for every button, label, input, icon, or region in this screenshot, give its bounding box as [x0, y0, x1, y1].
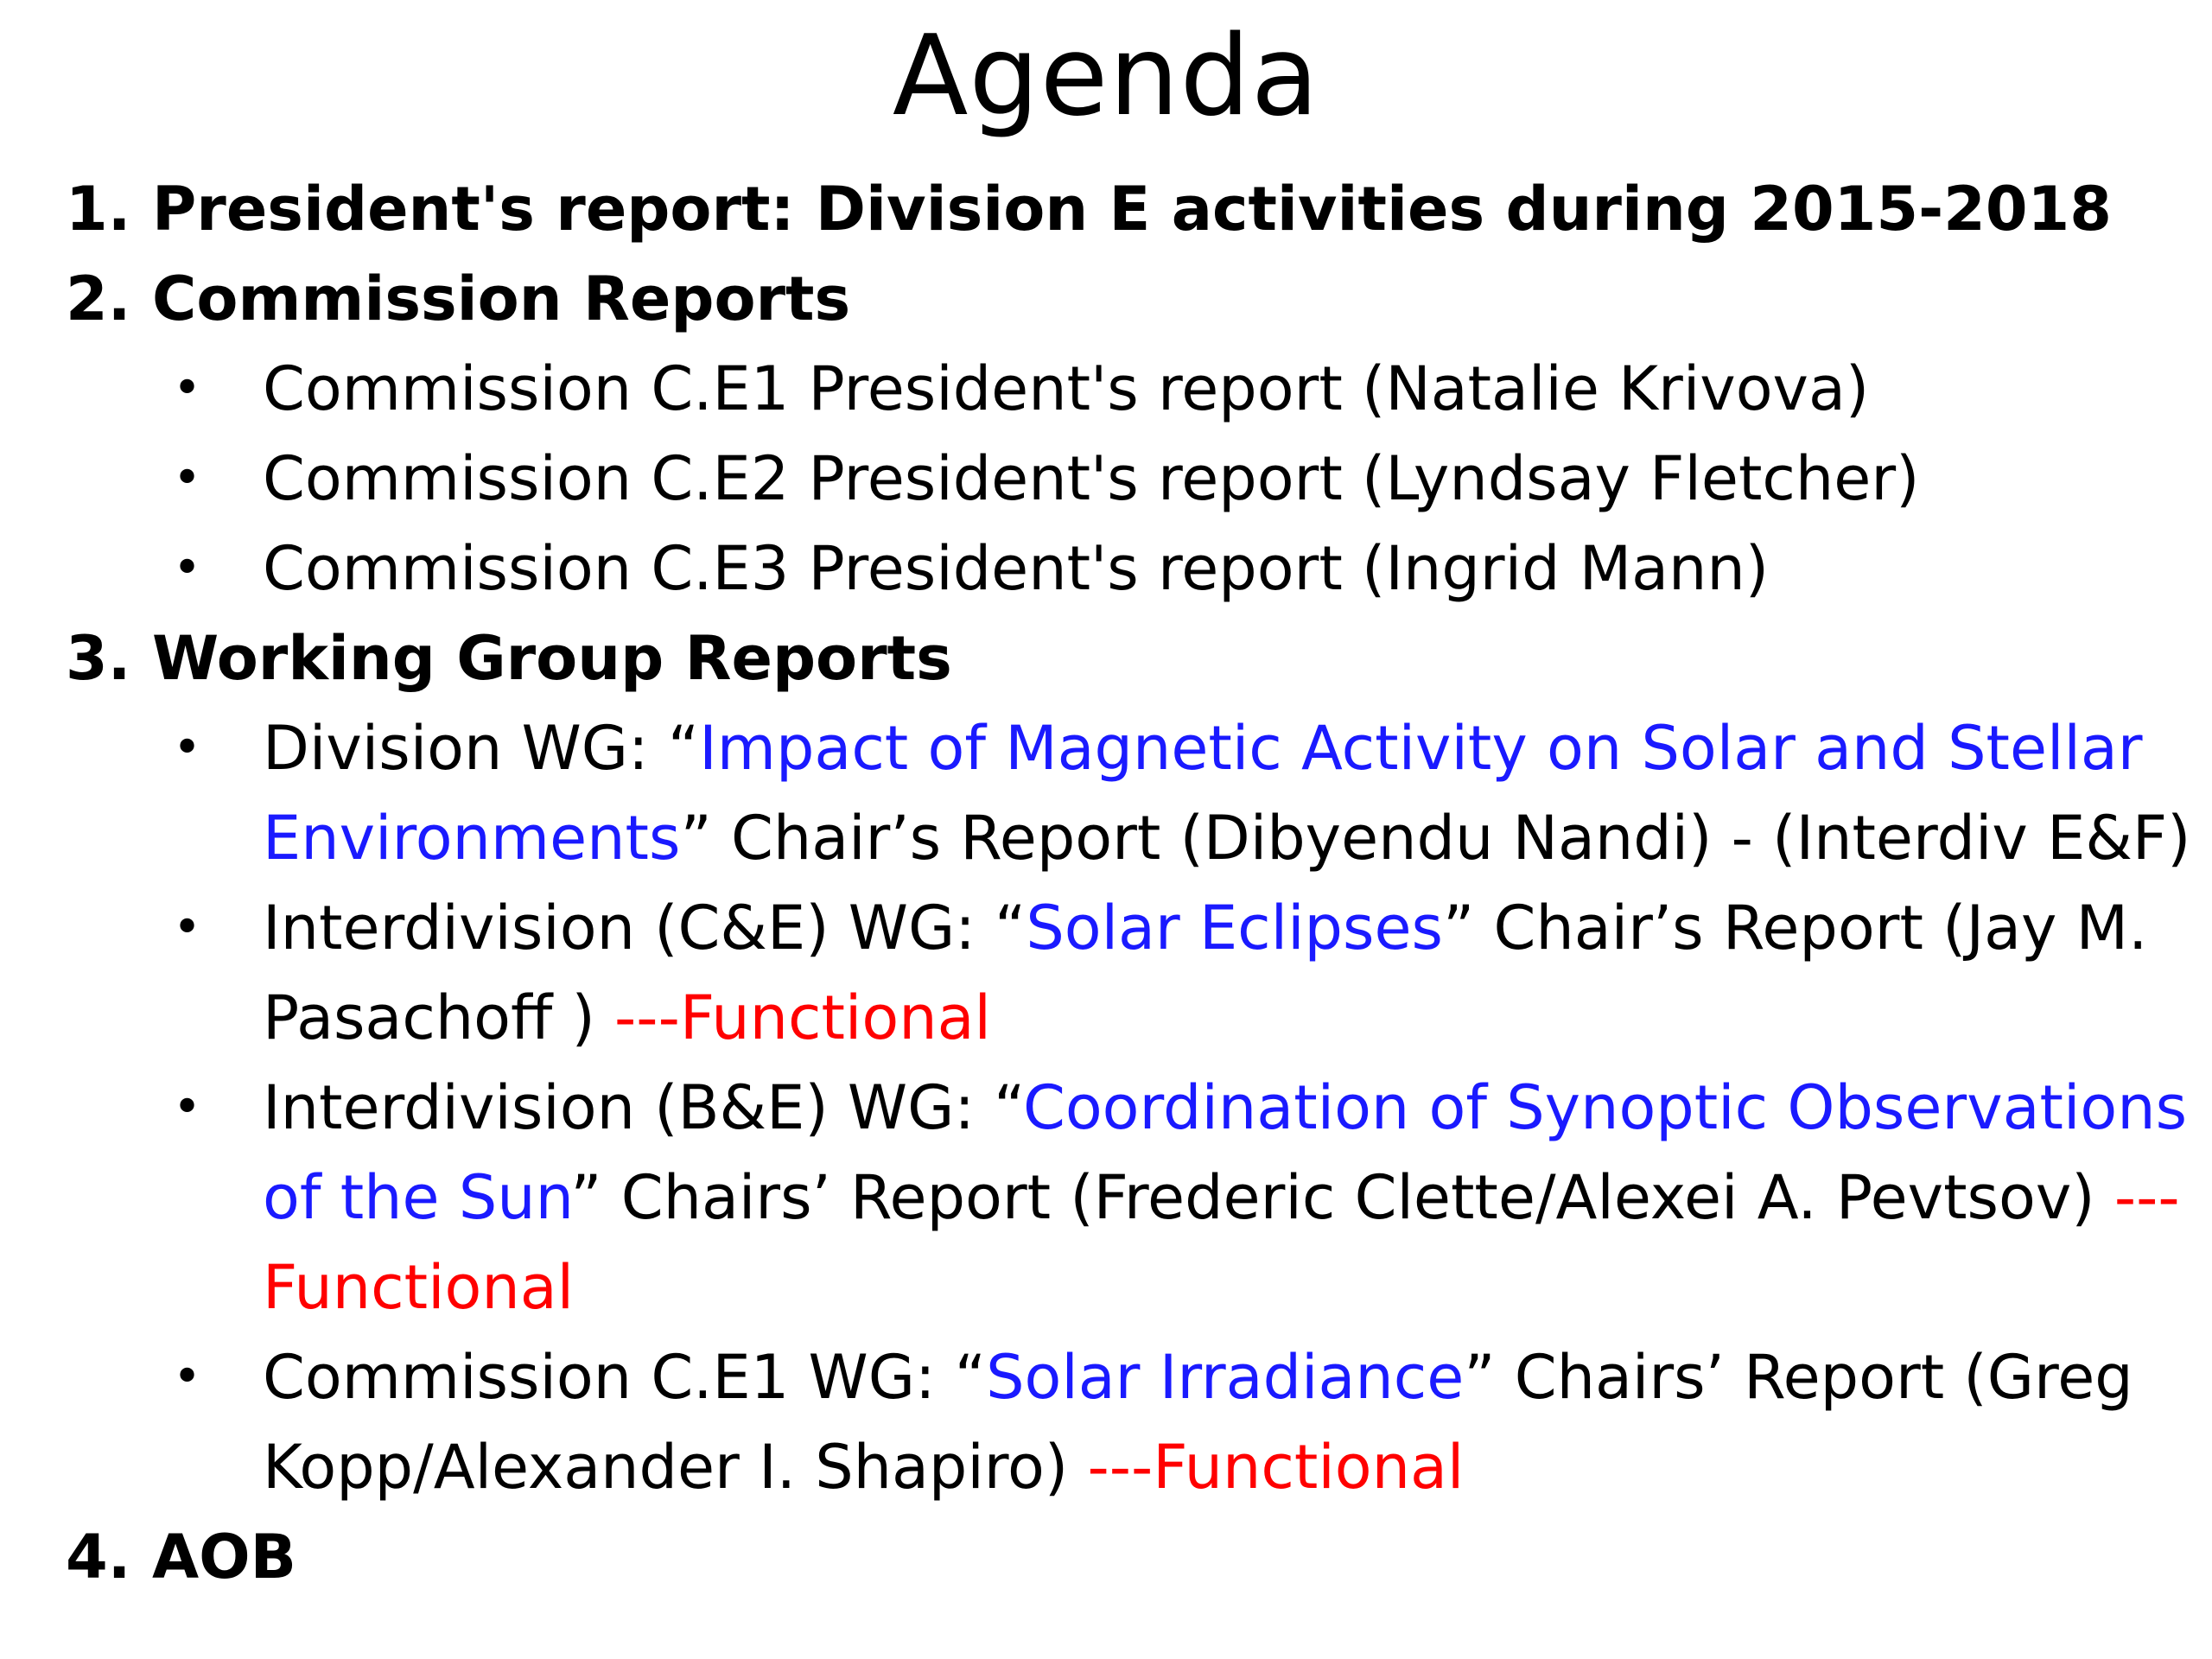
status-functional: ---Functional — [614, 982, 991, 1053]
wg-suffix: ” Chair’s Report (Dibyendu Nandi) - (Interdiv E&F) — [680, 803, 2191, 874]
wg-suffix: ” Chair’s Report (Jay M. Pasachoff ) — [263, 893, 2148, 1053]
agenda-list — [66, 164, 2191, 1602]
bullet-icon: • — [173, 720, 202, 776]
bullet-icon: • — [173, 899, 202, 956]
sub-item-text: Commission C.E3 President's report (Ingrid Mann) — [263, 533, 1770, 604]
agenda-item-text: Commission Reports — [152, 264, 851, 334]
wg-title-link[interactable]: Impact of Magnetic Activity on Solar and Stellar Environments — [263, 713, 2143, 874]
agenda-item-number: 1. — [66, 174, 131, 245]
agenda-item-text: Working Group Reports — [152, 623, 952, 694]
wg-prefix: Interdivision (B&E) WG: “ — [263, 1072, 1023, 1143]
bullet-icon: • — [173, 1349, 202, 1405]
status-functional: ---Functional — [263, 1162, 2180, 1323]
slide-title: Agenda — [892, 12, 1320, 141]
agenda-item-1 — [66, 164, 2191, 254]
bullet-icon: • — [173, 360, 202, 416]
status-functional: ---Functional — [1087, 1432, 1465, 1503]
agenda-item-number: 3. — [66, 623, 131, 694]
wg-report-solar-eclipses — [173, 883, 2191, 1063]
agenda-item-number: 4. — [66, 1522, 131, 1592]
wg-suffix: ” Chairs’ Report (Frederic Clette/Alexei A. Pevtsov) — [570, 1162, 2114, 1233]
wg-report-synoptic-observations — [173, 1063, 2191, 1332]
sub-item-text — [263, 883, 2191, 1063]
commission-report-ce3 — [173, 524, 2191, 613]
wg-title-link[interactable]: Coordination of Synoptic Observations of the Sun — [263, 1072, 2188, 1233]
agenda-item-4 — [66, 1512, 2191, 1602]
wg-suffix: ” Chairs’ Report (Greg Kopp/Alexander I. Shapiro) — [263, 1342, 2133, 1503]
agenda-item-text: AOB — [152, 1522, 297, 1592]
agenda-item-number: 2. — [66, 264, 131, 334]
sub-item-text: Commission C.E2 President's report (Lyndsay Fletcher) — [263, 443, 1920, 514]
sub-item-text — [263, 1063, 2191, 1332]
commission-report-ce1 — [173, 344, 2191, 434]
wg-prefix: Commission C.E1 WG: “ — [263, 1342, 987, 1413]
sub-item-text: Commission C.E1 President's report (Natalie Krivova) — [263, 353, 1870, 424]
wg-prefix: Division WG: “ — [263, 713, 700, 784]
agenda-item-2 — [66, 254, 2191, 344]
bullet-icon: • — [173, 1079, 202, 1135]
bullet-icon: • — [173, 540, 202, 596]
agenda-item-3 — [66, 613, 2191, 703]
wg-report-solar-irradiance — [173, 1332, 2191, 1512]
wg-title-link[interactable]: Solar Eclipses — [1026, 893, 1443, 963]
sub-item-text — [263, 703, 2191, 883]
wg-prefix: Interdivision (C&E) WG: “ — [263, 893, 1027, 963]
commission-report-ce2 — [173, 434, 2191, 524]
sub-item-text — [263, 1332, 2191, 1512]
bullet-icon: • — [173, 450, 202, 506]
wg-title-link[interactable]: Solar Irradiance — [986, 1342, 1465, 1413]
agenda-item-text: President's report: Division E activities during 2015-2018 — [152, 174, 2112, 245]
wg-report-magnetic-activity — [173, 703, 2191, 883]
